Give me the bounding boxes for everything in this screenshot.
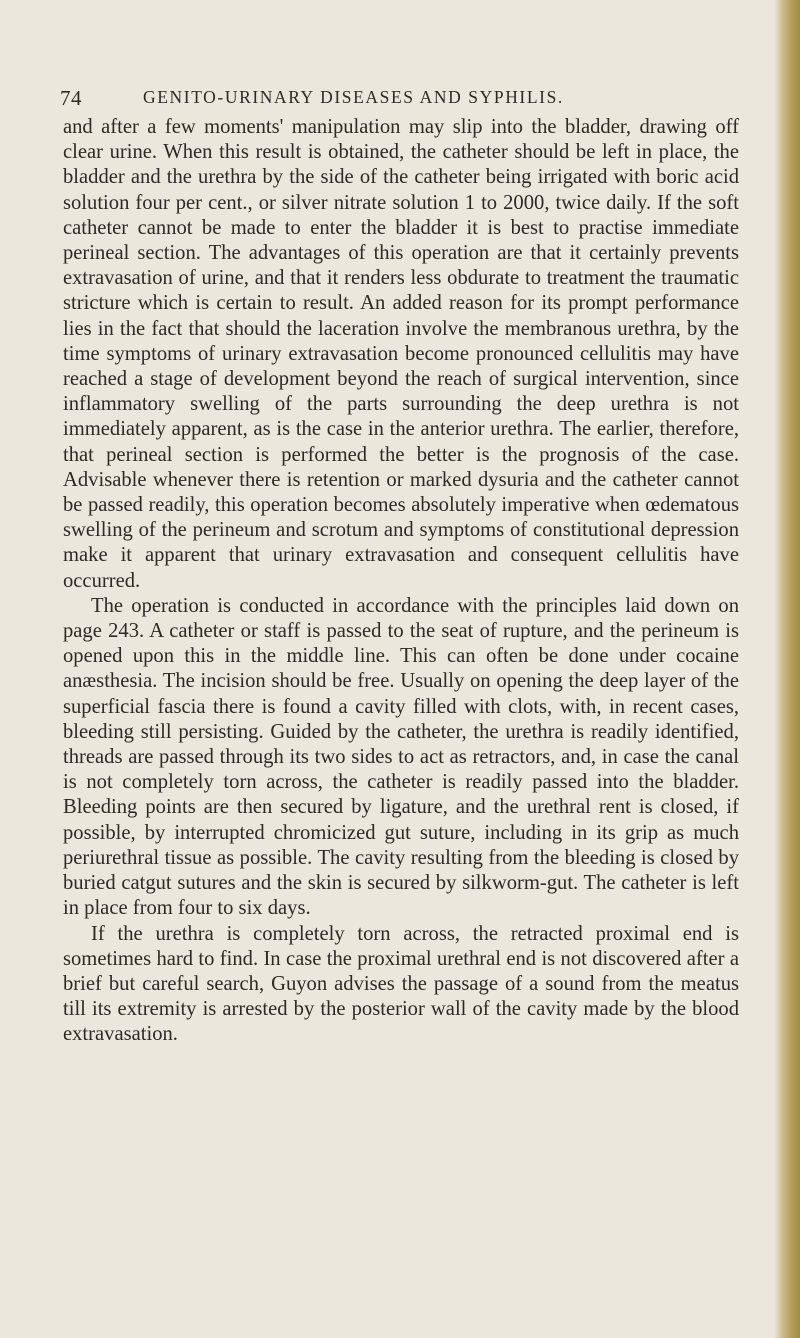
paragraph: The operation is conducted in accordance with the principles laid down on page 243. A catheter or staff is passed to the seat of rupture, and the perineum is opened upon this in the middle line. This can often be done under cocaine anæsthesia. The incision should be free. Usually on opening the deep layer of the superficial fascia there is found a cavity filled with clots, with, in recent cases, bleeding still persisting. Guided by the catheter, the urethra is readily identified, threads are passed through its two sides to act as retractors, and, in case the canal is not completely torn across, the catheter is readily passed into the bladder. Bleeding points are then secured by ligature, and the urethral rent is closed, if possible, by interrupted chromicized gut suture, including in its grip as much periurethral tissue as possible. The cavity resulting from the bleeding is closed by buried catgut sutures and the skin is secured by silkworm-gut. The catheter is left in place from four to six days. xyxy=(63,594,739,920)
paragraph: and after a few moments' manipulation may slip into the bladder, drawing off clear urine. When this result is obtained, the catheter should be left in place, the bladder and the urethra by the side of the catheter being irrigated with boric acid solution four per cent., or silver nitrate solution 1 to 2000, twice daily. If the soft catheter cannot be made to enter the bladder it is best to practise immediate perineal section. The advantages of this operation are that it certainly prevents extravasation of urine, and that it renders less obdurate to treatment the traumatic stricture which is certain to result. An added reason for its prompt performance lies in the fact that should the laceration involve the membranous urethra, by the time symptoms of urinary extravasation become pronounced cellulitis may have reached a stage of development beyond the reach of surgical intervention, since inflammatory swelling of the parts surrounding the deep urethra is not immediately apparent, as is the case in the anterior urethra. The earlier, therefore, that perineal section is performed the better is the prognosis of the case. Advisable whenever there is retention or marked dysuria and the catheter cannot be passed readily, this operation becomes absolutely imperative when œdematous swelling of the perineum and scrotum and symptoms of constitutional depression make it apparent that urinary extravasation and consequent cellulitis have occurred. xyxy=(63,116,739,592)
page-header xyxy=(60,86,760,112)
paragraph: If the urethra is completely torn across, the retracted proximal end is sometimes hard to find. In case the proximal urethral end is not discovered after a brief but careful search, Guyon advises the passage of a sound from the meatus till its extremity is arrested by the posterior wall of the cavity made by the blood extravasation. xyxy=(63,922,739,1046)
page-edge-shadow xyxy=(774,0,800,1338)
page-number: 74 xyxy=(60,86,82,110)
running-title: GENITO-URINARY DISEASES AND SYPHILIS. xyxy=(143,87,564,107)
body-text xyxy=(63,115,739,1048)
